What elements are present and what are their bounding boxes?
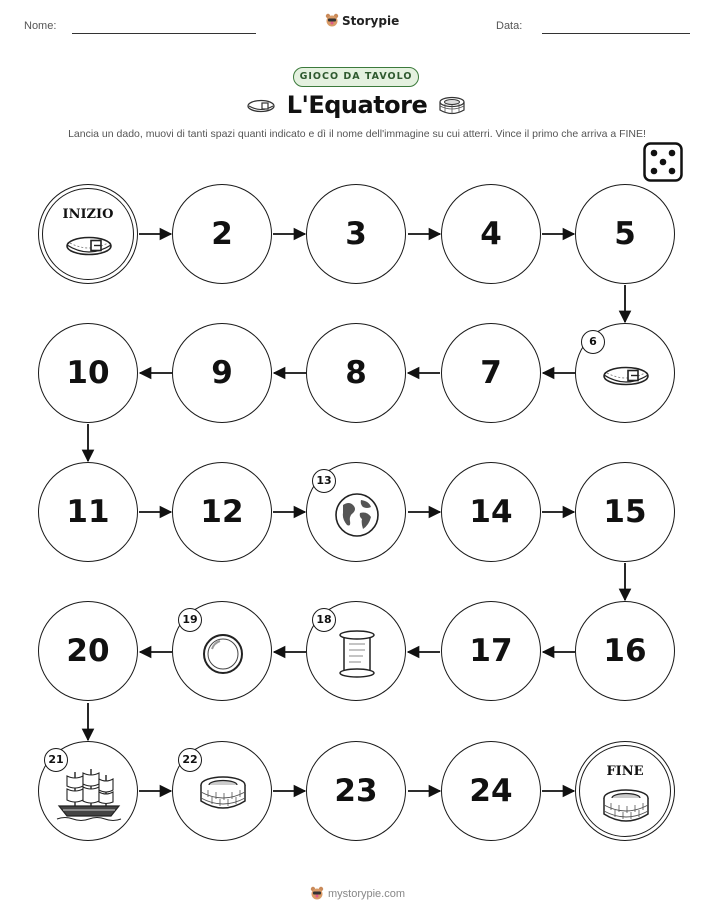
space-number: 2 — [211, 216, 233, 252]
bear-icon — [310, 886, 324, 901]
finish-space — [575, 741, 675, 841]
board-space-10 — [38, 323, 138, 423]
instructions-text: Lancia un dado, muovi di tanti spazi quanti indicato e dì il nome dell'immagine su cui atterri. Vince il primo che arriva a FINE! — [68, 128, 646, 140]
space-number: 16 — [603, 633, 647, 669]
space-number: 19 — [178, 608, 202, 632]
ring-icon — [200, 631, 246, 682]
board-space-12 — [172, 462, 272, 562]
brand-name: Storypie — [342, 13, 400, 28]
board-space-9 — [172, 323, 272, 423]
space-number: 11 — [66, 494, 110, 530]
start-label: INIZIO — [62, 207, 114, 222]
page-title: L'Equatore — [286, 91, 428, 119]
space-number: 6 — [581, 330, 605, 354]
date-label: Data: — [496, 20, 523, 32]
well-icon — [600, 786, 652, 833]
board-space-24 — [441, 741, 541, 841]
space-number: 20 — [66, 633, 110, 669]
finish-label: FINE — [606, 764, 644, 779]
belt-icon — [64, 233, 114, 264]
footer — [310, 886, 405, 901]
space-number: 9 — [211, 355, 233, 391]
space-number: 8 — [345, 355, 367, 391]
space-number: 10 — [66, 355, 110, 391]
board-space-20 — [38, 601, 138, 701]
space-number: 5 — [614, 216, 636, 252]
board-space-15 — [575, 462, 675, 562]
board-space-17 — [441, 601, 541, 701]
start-space — [38, 184, 138, 284]
ship-icon — [53, 766, 125, 827]
space-number: 22 — [178, 748, 202, 772]
space-number: 17 — [469, 633, 513, 669]
well-icon — [197, 773, 249, 820]
board-space-3 — [306, 184, 406, 284]
space-number: 7 — [480, 355, 502, 391]
space-number: 24 — [469, 773, 513, 809]
scroll-icon — [335, 628, 379, 685]
belt-icon — [601, 363, 651, 394]
globe-icon — [333, 491, 381, 544]
space-number: 14 — [469, 494, 513, 530]
board-space-7 — [441, 323, 541, 423]
space-number: 12 — [200, 494, 244, 530]
space-number: 3 — [345, 216, 367, 252]
board-space-8 — [306, 323, 406, 423]
board-space-23 — [306, 741, 406, 841]
board-space-14 — [441, 462, 541, 562]
space-number: 18 — [312, 608, 336, 632]
space-number: 4 — [480, 216, 502, 252]
board-space-2 — [172, 184, 272, 284]
board-space-4 — [441, 184, 541, 284]
footer-site: mystorypie.com — [328, 887, 406, 900]
board-space-5 — [575, 184, 675, 284]
space-number: 21 — [44, 748, 68, 772]
game-type-badge: GIOCO DA TAVOLO — [293, 67, 419, 87]
space-number: 23 — [334, 773, 378, 809]
name-label: Nome: — [24, 20, 57, 32]
board-space-16 — [575, 601, 675, 701]
space-number: 13 — [312, 469, 336, 493]
space-number: 15 — [603, 494, 647, 530]
board-space-11 — [38, 462, 138, 562]
